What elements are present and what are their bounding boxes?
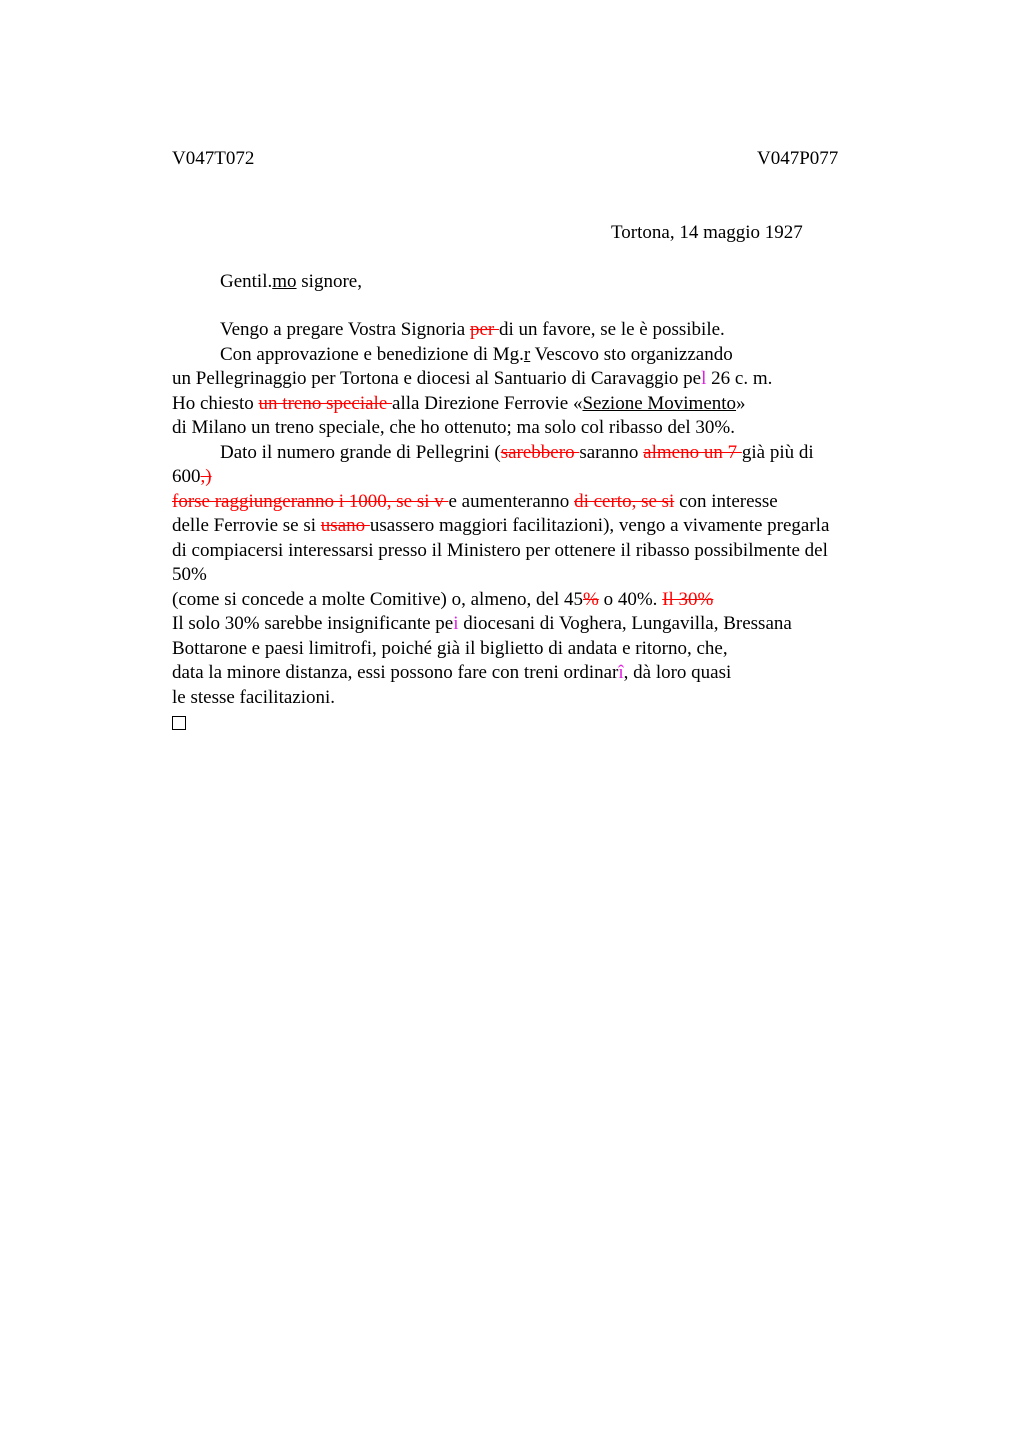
line-text: 600: [172, 466, 201, 487]
letter-line: [172, 661, 932, 686]
line-text: 26 c. m.: [706, 368, 773, 389]
letter-line: [172, 465, 932, 490]
letter-line: [172, 367, 932, 392]
underlined-text: Sezione Movimento: [582, 392, 737, 414]
letter-date: Tortona, 14 maggio 1927: [611, 222, 803, 243]
line-text: di Milano un treno speciale, che ho ottenuto; ma solo col ribasso del 30%.: [172, 417, 736, 438]
line-text: Vengo a pregare Vostra Signoria: [220, 319, 470, 340]
line-text: Con approvazione e benedizione di Mg.: [220, 343, 524, 365]
line-text: Bottarone e paesi limitrofi, poiché già il biglietto di andata e ritorno, che,: [172, 637, 728, 659]
line-text: Ho chiesto: [172, 392, 259, 414]
line-text: (come si concede a molte Comitive) o, almeno, del 45: [172, 588, 584, 610]
underlined-text: r: [523, 343, 531, 365]
line-text: , dà loro quasi: [623, 662, 732, 683]
deleted-text: ,): [200, 466, 212, 487]
deleted-text: %: [583, 588, 599, 610]
deleted-text: per: [469, 319, 499, 340]
line-text: Dato il numero grande di Pellegrini (: [220, 441, 501, 463]
line-text: alla Direzione Ferrovie «: [392, 392, 583, 414]
salutation-abbrev: mo: [272, 271, 297, 292]
letter-line: [172, 416, 932, 441]
line-text: delle Ferrovie se si: [172, 515, 321, 536]
deleted-text: di certo, se si: [574, 490, 675, 512]
letter-line: [172, 686, 932, 711]
salutation-pre: Gentil.: [220, 271, 273, 292]
line-text: con interesse: [674, 490, 778, 512]
inserted-text: î: [618, 662, 624, 683]
letter-line: [172, 539, 932, 564]
line-text: le stesse facilitazioni.: [172, 686, 336, 708]
line-text: di compiacersi interessarsi presso il Ministero per ottenere il ribasso possibilmente del: [172, 539, 828, 561]
inserted-text: i: [453, 613, 459, 634]
letter-line: [172, 563, 932, 588]
deleted-text: almeno un 7: [643, 441, 742, 463]
end-box-icon: [172, 716, 186, 730]
document-code-right: V047P077: [757, 148, 839, 169]
deleted-text: forse raggiungeranno i 1000, se si v: [172, 490, 449, 512]
deleted-text: Il 30%: [662, 588, 714, 610]
salutation-post: signore,: [296, 271, 362, 292]
letter-body: [172, 318, 932, 735]
line-text: già più di: [741, 441, 814, 463]
deleted-text: sarebbero: [500, 441, 580, 463]
deleted-text: un treno speciale: [258, 392, 393, 414]
letter-line: [172, 392, 932, 417]
line-text: »: [736, 392, 746, 414]
line-text: 50%: [172, 564, 207, 585]
document-code-left: V047T072: [172, 148, 255, 169]
line-text: Il solo 30% sarebbe insignificante pe: [172, 613, 454, 634]
line-text: data la minore distanza, essi possono fare con treni ordinar: [172, 662, 619, 683]
line-text: o 40%.: [598, 588, 663, 610]
letter-line: [172, 343, 932, 368]
line-text: di un favore, se le è possibile.: [498, 319, 725, 340]
line-text: diocesani di Voghera, Lungavilla, Bressana: [458, 613, 792, 634]
letter-line: [172, 490, 932, 515]
letter-line: [172, 318, 932, 343]
line-text: usassero maggiori facilitazioni), vengo a vivamente pregarla: [369, 515, 830, 536]
end-mark-line: [172, 710, 932, 735]
letter-line: [172, 637, 932, 662]
letter-line: [172, 441, 932, 466]
letter-line: [172, 588, 932, 613]
letter-line: [172, 612, 932, 637]
deleted-text: usano: [320, 515, 370, 536]
inserted-text: l: [701, 368, 707, 389]
line-text: Vescovo sto organizzando: [530, 343, 733, 365]
letter-line: [172, 514, 932, 539]
line-text: e aumenteranno: [448, 490, 575, 512]
line-text: saranno: [579, 441, 644, 463]
salutation: [220, 271, 362, 293]
line-text: un Pellegrinaggio per Tortona e diocesi al Santuario di Caravaggio pe: [172, 368, 702, 389]
